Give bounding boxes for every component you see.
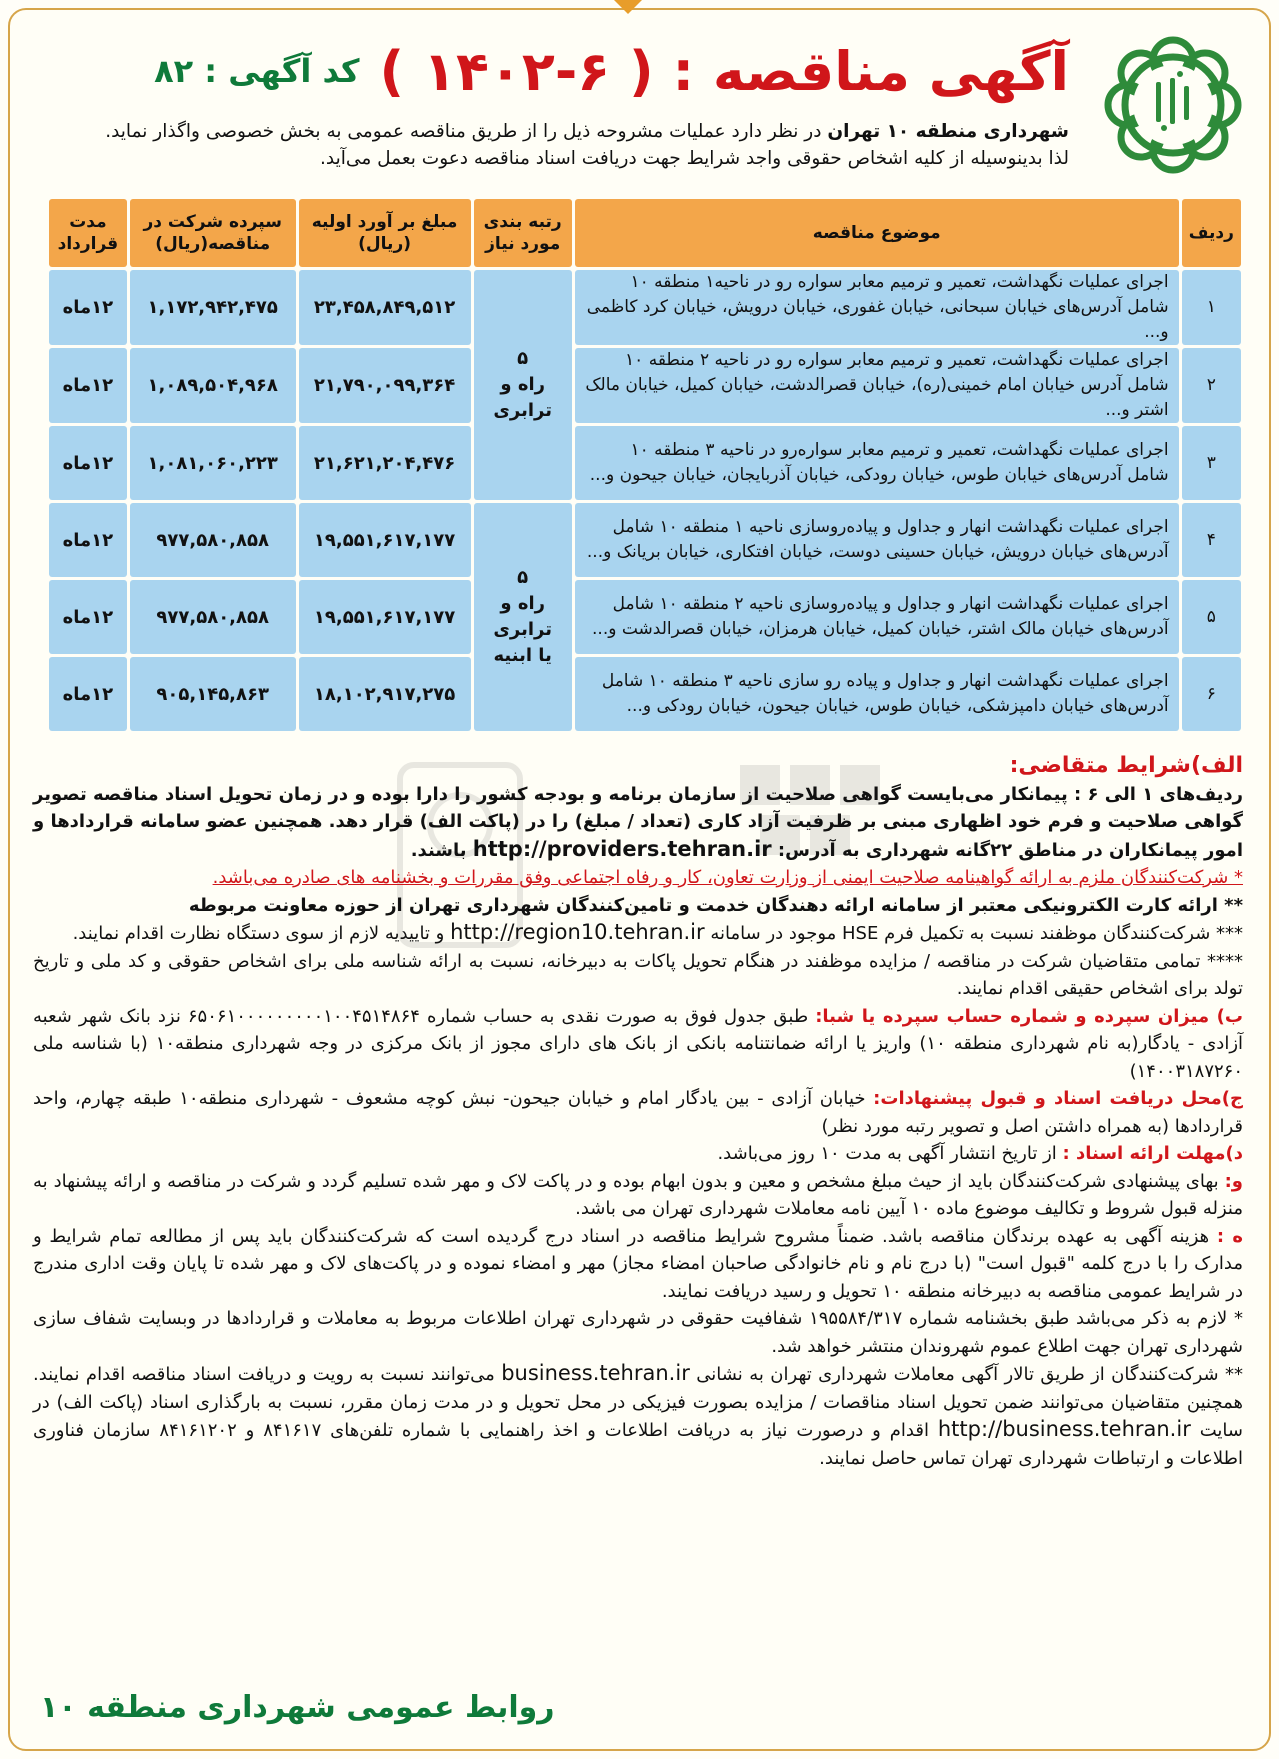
row-number: ۲ xyxy=(1182,348,1241,423)
rank-field: راه و xyxy=(500,374,545,395)
rows-end: باشند. xyxy=(410,839,473,861)
row-number: ۴ xyxy=(1182,503,1241,577)
public-relations-signature: روابط عمومی شهرداری منطقه ۱۰ xyxy=(40,1690,555,1725)
ad-code: کد آگهی : ۸۲ xyxy=(154,52,360,90)
rank-field: راه و xyxy=(500,593,545,614)
col-header-row: ردیف xyxy=(1182,199,1241,267)
intro-line1: در نظر دارد عملیات مشروحه ذیل را از طریق مناقصه عمومی به بخش خصوصی واگذار نماید. xyxy=(105,121,828,142)
conditions-body xyxy=(33,752,1243,1472)
rows-label: ردیف‌های ۱ الی ۶ : xyxy=(1074,783,1243,805)
section-he-heading: ه : xyxy=(1216,1225,1243,1247)
intro-org: شهرداری منطقه ۱۰ تهران xyxy=(827,121,1069,142)
section-vav-text: بهای پیشنهادی شرکت‌کنندگان باید از حیث مبلغ مشخص و معین و بدون ابهام بوده و در پاکت لاک و مهر شده تسلیم گردد و شرکت در مناقصه و ارائه پیشنهاد به منزله قبول شروط و تکالیف موضوع ماده ۱۰ آیین نامه معاملات شهرداری تهران می باشد. xyxy=(33,1170,1243,1219)
section-je-text: خیابان آزادی - بین یادگار امام و خیابان جیحون- نبش کوچه مشعوف - شهرداری منطقه۱۰ طبقه چهارم، واحد قراردادها (به همراه داشتن اصل و تصویر رتبه مورد نظر) xyxy=(33,1088,1243,1137)
row-estimate: ۲۱,۶۲۱,۲۰۴,۴۷۶ xyxy=(299,426,471,500)
col-header-rank: رتبه بندی مورد نیاز xyxy=(474,199,572,267)
row-number: ۵ xyxy=(1182,580,1241,654)
rank-grade: ۵ xyxy=(517,567,529,588)
row-duration: ۱۲ماه xyxy=(49,426,127,500)
row-number: ۶ xyxy=(1182,657,1241,731)
note-business-a: ** شرکت‌کنندگان از طریق تالار آگهی معاملات شهرداری تهران به نشانی xyxy=(689,1364,1243,1385)
row-deposit: ۹۷۷,۵۸۰,۸۵۸ xyxy=(130,580,296,654)
row-subject: اجرای عملیات نگهداشت انهار و جداول و پیاده رو سازی ناحیه ۳ منطقه ۱۰ شامل آدرس‌های خیابان دامپزشکی، خیابان طوس، خیابان جیحون، خیابان رودکی و... xyxy=(575,657,1179,731)
table-row xyxy=(49,270,1241,345)
section-vav-heading: و: xyxy=(1224,1170,1243,1192)
table-row xyxy=(49,503,1241,577)
section-be-heading: ب) میزان سپرده و شماره حساب سپرده یا شبا: xyxy=(815,1005,1243,1027)
row-subject: اجرای عملیات نگهداشت، تعمیر و ترمیم معابر سواره رو در ناحیه۱ منطقه ۱۰ شامل آدرس‌های خیابان سبحانی، خیابان غفوری، خیابان درویش، خیابان کرد کاظمی و... xyxy=(575,270,1179,345)
row-subject: اجرای عملیات نگهداشت انهار و جداول و پیاده‌روسازی ناحیه ۱ منطقه ۱۰ شامل آدرس‌های خیابان درویش، خیابان حسینی دوست، خیابان افتکاری، خیابان بریانک و... xyxy=(575,503,1179,577)
row-number: ۳ xyxy=(1182,426,1241,500)
row-subject: اجرای عملیات نگهداشت، تعمیر و ترمیم معابر سواره رو در ناحیه ۲ منطقه ۱۰ شامل آدرس خیابان امام خمینی(ره)، خیابان قصرالدشت، خیابان کمیل، خیابان مالک اشتر و... xyxy=(575,348,1179,423)
note-hse-b: و تاییدیه لازم از سوی دستگاه نظارت اقدام نمایند. xyxy=(72,923,451,944)
row-estimate: ۱۹,۵۵۱,۶۱۷,۱۷۷ xyxy=(299,503,471,577)
row-estimate: ۱۹,۵۵۱,۶۱۷,۱۷۷ xyxy=(299,580,471,654)
row-estimate: ۲۱,۷۹۰,۰۹۹,۳۶۴ xyxy=(299,348,471,423)
section-he-text: هزینه آگهی به عهده برندگان مناقصه باشد. ضمناً مشروح شرایط مناقصه در اسناد درج گردیده است که شرکت‌کنندگان باید پس از مطالعه تمام شرایط و مدارک را با درج کلمه "قبول است" (با درج نام و نام خانوادگی صاحبان امضاء مجاز) مهر و امضاء نموده و در پاکت‌های لاک و مهر شده تا پایان وقت اداری مندرج در شرایط عمومی مناقصه به دبیرخانه منطقه ۱۰ تحویل و رسید دریافت نمایند. xyxy=(33,1225,1243,1302)
row-duration: ۱۲ماه xyxy=(49,270,127,345)
region10-link[interactable]: http://region10.tehran.ir xyxy=(450,920,705,944)
row-duration: ۱۲ماه xyxy=(49,580,127,654)
rows-text: پیمانکار می‌بایست گواهی صلاحیت از سازمان برنامه و بودجه کشور را دارا بوده و در زمان تحویل اسناد مناقصه تصویر گواهی صلاحیت و فرم خود اظهاری مبنی بر ظرفیت آزاد کاری (تعداد / مبلغ) را در (پاکت الف) قرار دهد. همچنین عضو سامانه قراردادها و امور پیمانکاران در مناطق ۲۲گانه شهرداری به آدرس: xyxy=(32,783,1243,861)
col-header-subject: موضوع مناقصه xyxy=(575,199,1179,267)
rank-field-2: ترابری xyxy=(493,400,552,421)
row-estimate: ۱۸,۱۰۲,۹۱۷,۲۷۵ xyxy=(299,657,471,731)
tender-table xyxy=(46,196,1244,734)
col-header-estimate: مبلغ بر آورد اولیه (ریال) xyxy=(299,199,471,267)
section-de-heading: د)مهلت ارائه اسناد : xyxy=(1062,1143,1243,1164)
row-duration: ۱۲ماه xyxy=(49,348,127,423)
note-electronic-card: ** ارائه کارت الکترونیکی معتبر از سامانه ارائه دهندگان خدمت و تامین‌کنندگان شهرداری تهران از حوزه معاونت مربوطه xyxy=(188,894,1243,916)
section-be-text: طبق جدول فوق به صورت نقدی به حساب شماره ۶۵۰۶۱۰۰۰۰۰۰۰۰۰۱۰۰۴۵۱۴۸۶۴ نزد بانک شهر شعبه آزادی - یادگار(به نام شهرداری منطقه ۱۰) واریز یا ارائه ضمانتنامه بانکی از بانک های دارای مجوز از بانک مرکزی در وجه شهرداری منطقه۱۰ (با شناسه ملی ۱۴۰۰۳۱۸۷۲۶۰) xyxy=(33,1005,1244,1082)
table-row xyxy=(49,426,1241,500)
table-row xyxy=(49,657,1241,731)
row-deposit: ۱,۰۸۹,۵۰۴,۹۶۸ xyxy=(130,348,296,423)
note-business-c: اقدام و درصورت نیاز به دریافت اطلاعات و اخذ راهنمایی با شماره تلفن‌های ۸۴۱۶۱۷ و ۸۴۱۶۱۲۰۲ سازمان فناوری اطلاعات و ارتباطات شهرداری تهران تماس حاصل نمایند. xyxy=(33,1420,1243,1469)
table-header-row xyxy=(49,199,1241,267)
ad-title: آگهی مناقصه : ( ۶-۱۴۰۲ ) xyxy=(379,39,1069,103)
note-transparency: * لازم به ذکر می‌باشد طبق بخشنامه شماره ۱۹۵۵۸۴/۳۱۷ شفافیت حقوقی در شهرداری تهران اطلاعات مربوط به معاملات و قراردادها در وبسایت شفاف سازی شهرداری تهران جهت اطلاع عموم شهروندان منتشر خواهد شد. xyxy=(33,1308,1244,1357)
row-duration: ۱۲ماه xyxy=(49,657,127,731)
rank-field-3: یا ابنیه xyxy=(493,645,552,666)
top-notch xyxy=(614,0,642,14)
title-row xyxy=(69,36,1069,106)
note-safety-certificate: * شرکت‌کنندگان ملزم به ارائه گواهینامه صلاحیت ایمنی از وزارت تعاون، کار و رفاه اجتماعی وفق مقررات و بخشنامه های صادره می‌باشد. xyxy=(212,867,1243,888)
table-row xyxy=(49,348,1241,423)
providers-link[interactable]: http://providers.tehran.ir xyxy=(472,836,772,861)
col-header-duration: مدت قرارداد xyxy=(49,199,127,267)
business-link[interactable]: business.tehran.ir xyxy=(501,1361,690,1385)
section-de-text: از تاریخ انتشار آگهی به مدت ۱۰ روز می‌باشد. xyxy=(717,1143,1063,1164)
row-deposit: ۹۷۷,۵۸۰,۸۵۸ xyxy=(130,503,296,577)
row-subject: اجرای عملیات نگهداشت انهار و جداول و پیاده‌روسازی ناحیه ۲ منطقه ۱۰ شامل آدرس‌های خیابان مالک اشتر، خیابان کمیل، خیابان هرمزان، خیابان قصرالدشت و... xyxy=(575,580,1179,654)
section-je-heading: ج)محل دریافت اسناد و قبول پیشنهادات: xyxy=(873,1088,1243,1109)
intro-text xyxy=(39,118,1069,172)
col-header-deposit: سپرده شرکت در مناقصه(ریال) xyxy=(130,199,296,267)
note-national-id: **** تمامی متقاضیان شرکت در مناقصه / مزایده موظفند در هنگام تحویل پاکات به دبیرخانه، نسبت به ارائه شناسه ملی برای اشخاص حقوقی و کد ملی و تاریخ تولد برای اشخاص حقیقی اقدام نمایند. xyxy=(33,950,1243,999)
intro-line2: لذا بدینوسیله از کلیه اشخاص حقوقی واجد شرایط جهت دریافت اسناد مناقصه دعوت بعمل می‌آید. xyxy=(320,148,1069,169)
table-row xyxy=(49,580,1241,654)
row-deposit: ۱,۰۸۱,۰۶۰,۲۲۳ xyxy=(130,426,296,500)
rank-field-2: ترابری xyxy=(493,619,552,640)
row-deposit: ۱,۱۷۲,۹۴۲,۴۷۵ xyxy=(130,270,296,345)
row-duration: ۱۲ماه xyxy=(49,503,127,577)
business-link-2[interactable]: http://business.tehran.ir xyxy=(937,1417,1191,1441)
note-hse-a: *** شرکت‌کنندگان موظفند نسبت به تکمیل فرم HSE موجود در سامانه xyxy=(704,923,1243,944)
note-business-b: می‌توانند نسبت به رویت و دریافت اسناد مناقصه اقدام نمایند. همچنین متقاضیان می‌توانند ضمن تحویل اسناد مناقصات / مزایده بصورت فیزیکی در محل تحویل و در مدت زمان مقرر، نسبت به بارگذاری اسناد (پاکت الف) در سایت xyxy=(33,1364,1243,1441)
rank-grade: ۵ xyxy=(517,348,529,369)
row-deposit: ۹۰۵,۱۴۵,۸۶۳ xyxy=(130,657,296,731)
section-alef-heading: الف)شرایط متقاضی: xyxy=(1009,753,1243,778)
row-estimate: ۲۳,۴۵۸,۸۴۹,۵۱۲ xyxy=(299,270,471,345)
row-number: ۱ xyxy=(1182,270,1241,345)
rank-cell xyxy=(474,270,572,500)
row-subject: اجرای عملیات نگهداشت، تعمیر و ترمیم معابر سواره‌رو در ناحیه ۳ منطقه ۱۰ شامل آدرس‌های خیابان طوس، خیابان رودکی، خیابان آذربایجان، خیابان جیحون و... xyxy=(575,426,1179,500)
tehran-municipality-logo xyxy=(1098,30,1248,180)
rank-cell xyxy=(474,503,572,731)
